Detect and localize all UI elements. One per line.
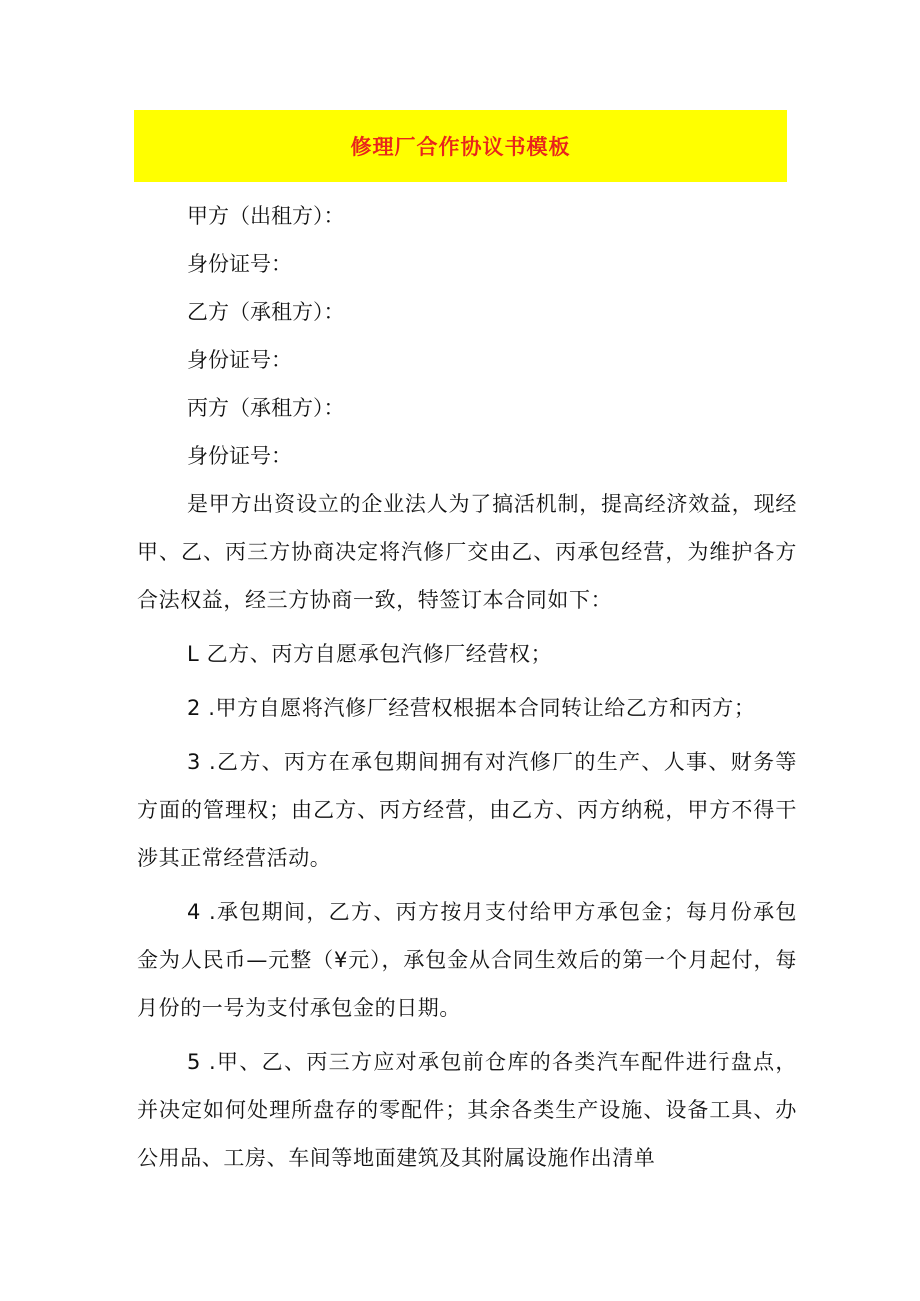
party-a-id-line: 身份证号：: [187, 252, 292, 276]
clause-4: 4 .承包期间，乙方、丙方按月支付给甲方承包金；每月份承包金为人民币—元整（¥元），承包金从合同生效后的第一个月起付，每月份的一号为支付承包金的日期。: [137, 900, 797, 1020]
clause-2: 2 .甲方自愿将汽修厂经营权根据本合同转让给乙方和丙方；: [187, 696, 756, 720]
title-banner: [134, 110, 787, 182]
document-title: 修理厂合作协议书模板: [350, 135, 571, 159]
party-a-line: 甲方（出租方）：: [187, 204, 345, 228]
party-b-line: 乙方（承租方）：: [187, 300, 345, 324]
party-c-line: 丙方（承租方）：: [187, 396, 345, 420]
party-b-id-line: 身份证号：: [187, 348, 292, 372]
clause-5: 5 .甲、乙、丙三方应对承包前仓库的各类汽车配件进行盘点，并决定如何处理所盘存的零配件；其余各类生产设施、设备工具、办公用品、工房、车间等地面建筑及其附属设施作出清单: [137, 1050, 797, 1170]
intro-paragraph: 是甲方出资设立的企业法人为了搞活机制，提高经济效益，现经甲、乙、丙三方协商决定将汽修厂交由乙、丙承包经营，为维护各方合法权益，经三方协商一致，特签订本合同如下：: [137, 492, 797, 612]
document-body: [137, 192, 797, 1182]
clause-3: 3 .乙方、丙方在承包期间拥有对汽修厂的生产、人事、财务等方面的管理权；由乙方、丙方经营，由乙方、丙方纳税，甲方不得干涉其正常经营活动。: [137, 750, 797, 870]
clause-1: L 乙方、丙方自愿承包汽修厂经营权；: [187, 642, 553, 666]
party-c-id-line: 身份证号：: [187, 444, 292, 468]
